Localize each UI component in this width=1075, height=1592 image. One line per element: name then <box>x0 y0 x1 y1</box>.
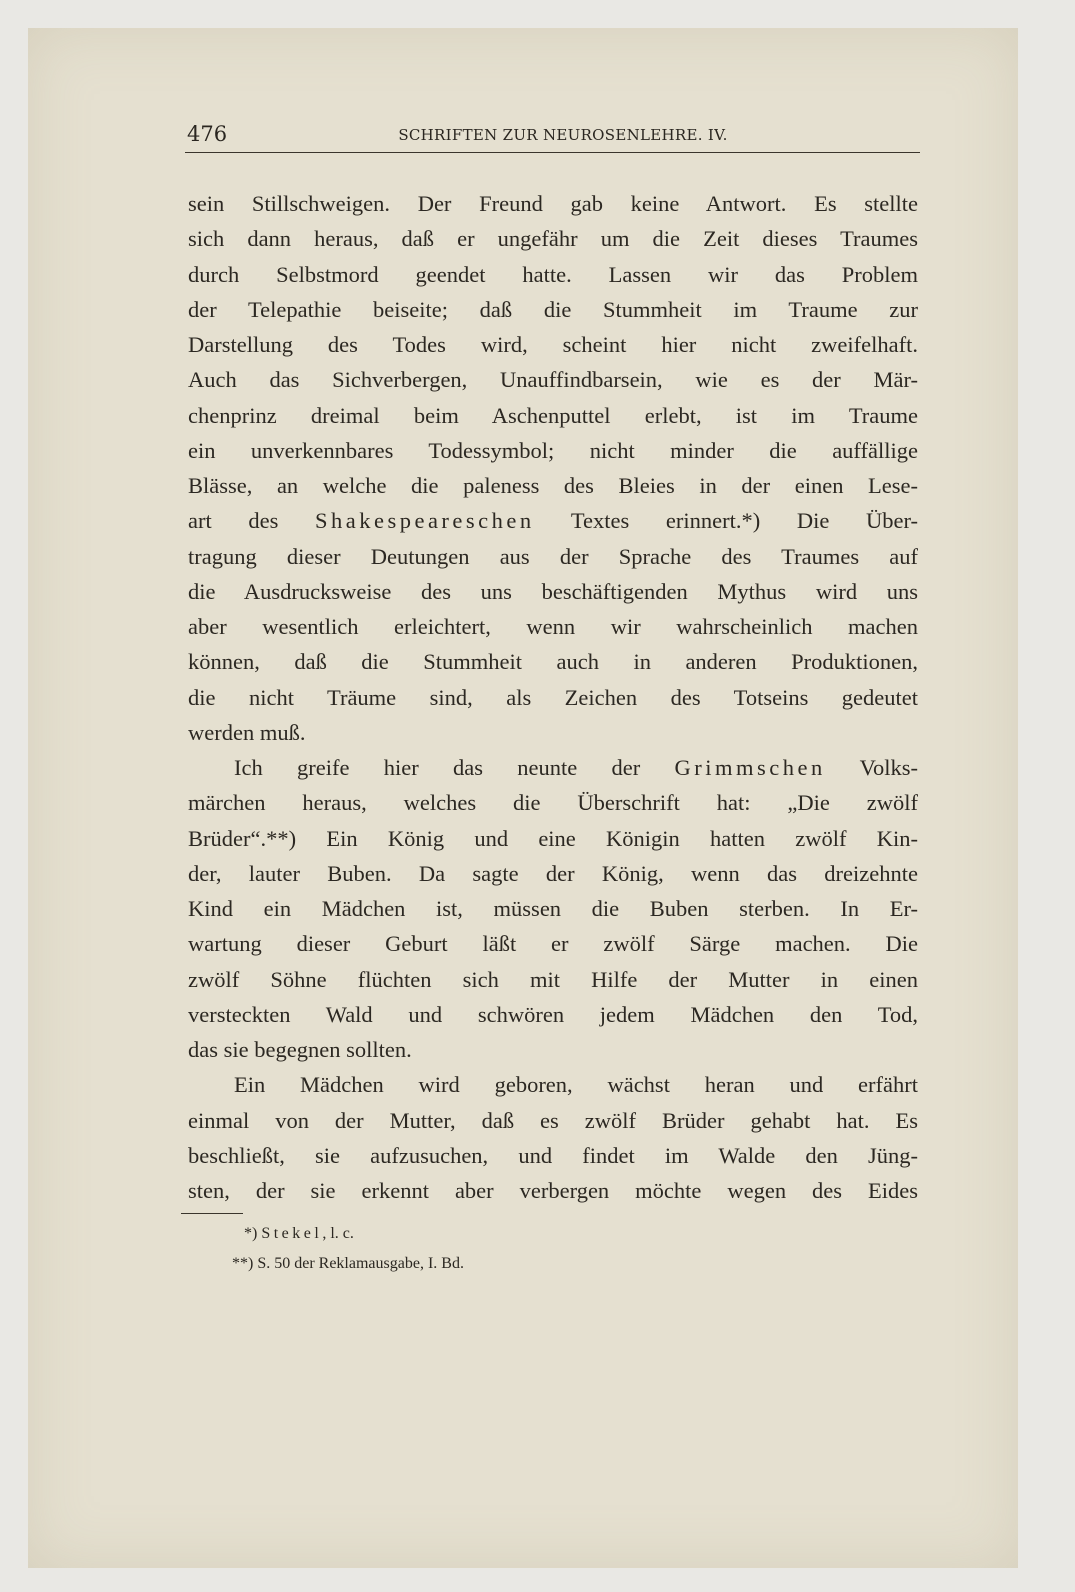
text-line <box>188 1138 918 1173</box>
running-title: SCHRIFTEN ZUR NEUROSENLEHRE. IV. <box>398 126 728 144</box>
text-line <box>188 715 918 750</box>
header-rule <box>185 152 920 153</box>
text-line <box>188 257 918 292</box>
page-number: 476 <box>187 122 228 146</box>
text-segment: versteckten Wald und schwören jedem Mädchen den Tod, <box>188 1001 918 1027</box>
text-line <box>188 1032 918 1067</box>
text-line <box>188 1173 918 1208</box>
text-segment: Blässe, an welche die paleness des Bleies in der einen Lese- <box>188 473 918 498</box>
text-line <box>188 1067 918 1102</box>
text-segment: können, daß die Stummheit auch in anderen Produktionen, <box>188 649 918 675</box>
text-segment: chenprinz dreimal beim Aschenputtel erlebt, ist im Traume <box>188 402 918 428</box>
text-segment: , l. c. <box>322 1225 354 1242</box>
text-segment: Textes erinnert.*) Die Über- <box>534 508 918 534</box>
text-segment: aber wesentlich erleichtert, wenn wir wahrscheinlich machen <box>188 614 918 639</box>
text-segment: tragung dieser Deutungen aus der Sprache des Traumes auf <box>188 543 918 569</box>
text-line <box>188 962 918 997</box>
text-segment: der Telepathie beiseite; daß die Stummheit im Traume zur <box>188 296 918 322</box>
text-segment: Darstellung des Todes wird, scheint hier nicht zweifelhaft. <box>188 332 918 357</box>
text-segment: ein unverkennbares Todessymbol; nicht minder die auffällige <box>188 437 918 463</box>
text-line <box>188 186 918 221</box>
text-line <box>188 539 918 574</box>
text-line <box>188 926 918 961</box>
spaced-text: Grimmschen <box>674 755 826 780</box>
text-line <box>188 1103 918 1138</box>
text-segment: der, lauter Buben. Da sagte der König, wenn das dreizehnte <box>188 860 918 886</box>
text-segment: sten, der sie erkennt aber verbergen möchte wegen des Eides <box>188 1178 918 1203</box>
text-segment: beschließt, sie aufzusuchen, und findet im Walde den Jüng- <box>188 1142 918 1168</box>
text-segment: Ein Mädchen wird geboren, wächst heran und erfährt <box>234 1072 918 1098</box>
text-segment: Brüder“.**) Ein König und eine Königin hatten zwölf Kin- <box>188 825 918 851</box>
text-line <box>188 750 918 785</box>
text-segment: das sie begegnen sollten. <box>188 1037 412 1062</box>
footnotes <box>232 1219 464 1279</box>
text-line <box>188 327 918 362</box>
footnote <box>232 1249 464 1279</box>
text-line <box>188 362 918 397</box>
text-segment: die Ausdrucksweise des uns beschäftigenden Mythus wird uns <box>188 578 918 604</box>
spaced-text: Shakespeareschen <box>314 508 535 534</box>
text-line <box>188 856 918 891</box>
spaced-text: Stekel <box>261 1225 323 1242</box>
text-segment: Kind ein Mädchen ist, müssen die Buben sterben. In Er- <box>188 896 918 921</box>
text-line <box>188 609 918 644</box>
text-line <box>188 398 918 433</box>
text-segment: sich dann heraus, daß er ungefähr um die Zeit dieses Traumes <box>188 226 918 252</box>
text-segment: einmal von der Mutter, daß es zwölf Brüder gehabt hat. Es <box>188 1107 918 1133</box>
text-segment: Ich greife hier das neunte der <box>234 755 675 780</box>
text-segment: art des <box>188 508 315 534</box>
text-segment: die nicht Träume sind, als Zeichen des Totseins gedeutet <box>188 684 918 710</box>
text-line <box>188 997 918 1032</box>
footnote-mark: **) <box>232 1255 254 1272</box>
text-line <box>188 503 918 538</box>
text-line <box>188 785 918 820</box>
text-segment: sein Stillschweigen. Der Freund gab keine Antwort. Es stellte <box>188 191 918 216</box>
text-segment: durch Selbstmord geendet hatte. Lassen wir das Problem <box>188 261 918 287</box>
text-segment: Volks- <box>825 755 918 780</box>
page-header <box>187 122 919 152</box>
text-segment: zwölf Söhne flüchten sich mit Hilfe der Mutter in einen <box>188 966 918 992</box>
text-line <box>188 433 918 468</box>
text-line <box>188 221 918 256</box>
text-segment: Auch das Sichverbergen, Unauffindbarsein, wie es der Mär- <box>188 367 918 393</box>
text-segment: wartung dieser Geburt läßt er zwölf Särge machen. Die <box>188 931 918 957</box>
footnote-rule <box>181 1213 243 1214</box>
text-segment: märchen heraus, welches die Überschrift hat: „Die zwölf <box>188 790 918 816</box>
text-line <box>188 644 918 679</box>
body-text <box>188 186 918 1208</box>
text-segment: werden muß. <box>188 719 306 745</box>
text-line <box>188 468 918 503</box>
text-segment: S. 50 der Reklamausgabe, I. Bd. <box>257 1255 464 1272</box>
text-line <box>188 292 918 327</box>
text-line <box>188 574 918 609</box>
text-line <box>188 891 918 926</box>
footnote <box>244 1219 464 1249</box>
text-line <box>188 680 918 715</box>
text-line <box>188 821 918 856</box>
footnote-mark: *) <box>244 1225 258 1242</box>
